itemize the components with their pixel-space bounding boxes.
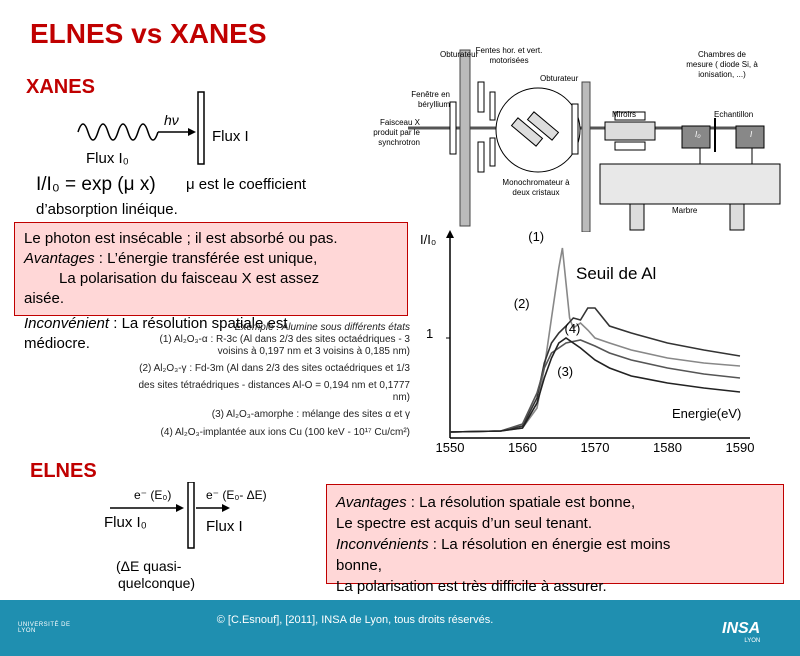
label-echantillon: Echantillon (714, 110, 754, 119)
insa-logo: INSA LYON (722, 620, 761, 644)
example-line: nm) (392, 392, 410, 403)
elnes-sample (188, 482, 194, 548)
xanes-heading: XANES (26, 76, 95, 98)
series-label: (1) (528, 229, 545, 244)
example-line: (3) Al₂O₃-amorphe : mélange des sites α et γ (211, 409, 410, 420)
formula-desc: μ est le coefficient (186, 176, 307, 193)
example-line: des sites tétraédriques - distances Al-O = 0,194 nm et 0,1777 (138, 380, 410, 391)
x-tick-label: 1580 (653, 440, 682, 455)
series-label: (3) (557, 364, 574, 379)
example-line: (4) Al₂O₃-implantée aux ions Cu (100 keV - 10¹⁷ Cu/cm²) (160, 427, 410, 438)
xanes-inconvenient: Inconvénient : La résolution spatiale est médiocre. (24, 315, 288, 352)
x-tick-label: 1550 (435, 440, 465, 455)
chart-title: Seuil de Al (576, 264, 657, 283)
label-faisceau: Faisceau X produit par le synchrotron (373, 118, 420, 147)
footer-bar (0, 600, 800, 656)
example-heading: Exemple : Alumine sous différents états (234, 322, 410, 333)
universite-lyon-logo: UNIVERSITÉ DE LYON (18, 622, 71, 634)
monochromator-circle (496, 88, 580, 172)
label-chambres: Chambres de mesure ( diode Si, à ionisation, ...) (686, 50, 758, 79)
x-tick-label: 1590 (725, 440, 755, 455)
elnes-box-line4: bonne, (336, 557, 382, 574)
example-line: (1) Al₂O₃-α : R-3c (Al dans 2/3 des sites octaédriques - 3 (159, 334, 410, 345)
formula-desc-2: d’absorption linéique. (36, 201, 178, 218)
xanes-box-line4: aisée. (24, 290, 65, 307)
hv-label: hν (164, 112, 179, 128)
label-i: I (750, 130, 753, 139)
example-line: voisins à 0,197 nm et 3 voisins à 0,185 nm) (217, 346, 410, 357)
shutter-plate-right (582, 82, 590, 232)
chart-xlabel: Energie(eV) (672, 406, 742, 421)
label-fentes: Fentes hor. et vert. motorisées (475, 46, 543, 65)
elnes-flux-in: Flux I₀ (104, 514, 147, 531)
chart-ylabel: I/I₀ (420, 232, 437, 247)
label-miroirs: Miroirs (612, 110, 636, 119)
elnes-box-line1: Avantages : La résolution spatiale est bonne, (336, 494, 636, 511)
xanes-flux-in: Flux I₀ (86, 150, 129, 167)
photon-wave (78, 124, 158, 140)
elnes-heading: ELNES (30, 460, 97, 482)
marble-slab (600, 164, 780, 204)
absorption-chart (410, 228, 780, 458)
absorption-formula: I/I₀ = exp (μ x) (36, 174, 156, 195)
elnes-e-in: e⁻ (E₀) (134, 488, 172, 502)
elnes-delta-2: quelconque) (118, 575, 196, 591)
example-block (40, 322, 410, 439)
label-i0: I₀ (695, 130, 701, 139)
example-line: (2) Al₂O₃-γ : Fd-3m (Al dans 2/3 des sites octaédriques et 1/3 (139, 363, 410, 374)
chart-ytick: 1 (426, 326, 434, 341)
label-obturateur-1: Obturateur (440, 50, 479, 59)
xanes-box-line3: La polarisation du faisceau X est assez (59, 270, 320, 287)
elnes-delta: (ΔE quasi- (116, 558, 182, 574)
elnes-box-line5: La polarisation est très difficile à assurer. (336, 578, 607, 595)
elnes-box-line2: Le spectre est acquis d’un seul tenant. (336, 515, 592, 532)
x-tick-label: 1560 (508, 440, 537, 455)
label-marbre: Marbre (672, 206, 698, 215)
xanes-box-text (24, 229, 404, 309)
x-tick-label: 1570 (580, 440, 610, 455)
page-title: ELNES vs XANES (30, 18, 267, 49)
footer-copyright: © [C.Esnouf], [2011], INSA de Lyon, tous droits réservés. (216, 614, 494, 626)
elnes-box-line3: Inconvénients : La résolution en énergie est moins (336, 536, 671, 553)
series-label: (4) (564, 321, 581, 336)
series-label: (2) (513, 296, 530, 311)
mirrors-box (605, 122, 655, 140)
xanes-box-line1: Le photon est insécable ; il est absorbé ou pas. (24, 230, 338, 247)
label-obturateur-2: Obturateur (540, 74, 579, 83)
elnes-flux-out: Flux I (206, 518, 243, 535)
label-fenetre: Fenêtre en béryllium (411, 90, 450, 109)
xanes-flux-out: Flux I (212, 128, 249, 145)
xanes-sample (198, 92, 204, 164)
shutter-plate-left (460, 50, 470, 226)
xanes-box-line2: Avantages : L’énergie transférée est unique, (24, 250, 318, 267)
label-monochromateur: Monochromateur à deux cristaux (502, 178, 570, 197)
elnes-e-out: e⁻ (E₀- ΔE) (206, 488, 267, 502)
elnes-box-text (336, 492, 776, 597)
